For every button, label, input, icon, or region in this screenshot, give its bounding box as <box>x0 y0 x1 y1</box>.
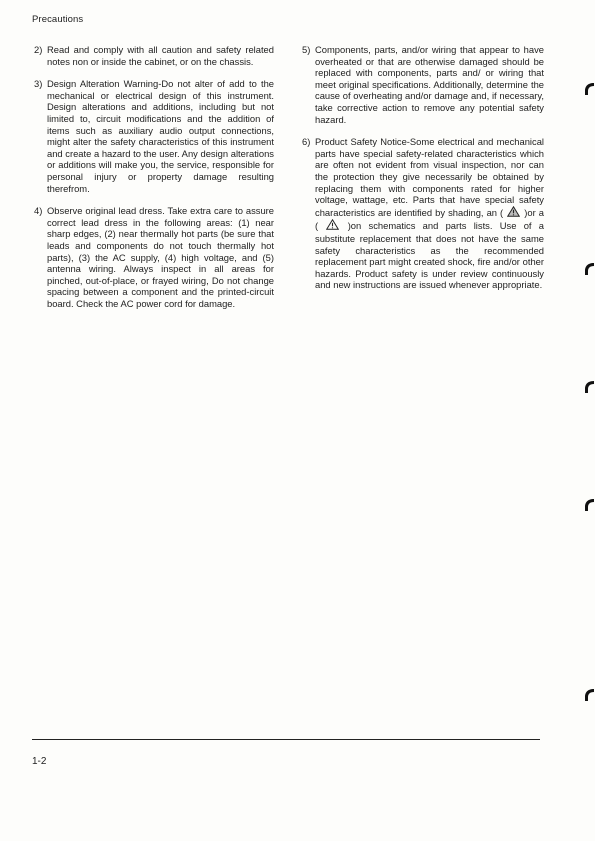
item-number: 3) <box>34 78 43 90</box>
left-column <box>34 44 274 320</box>
precaution-item-3 <box>34 78 274 194</box>
item-text-after: )on schematics and parts lists. Use of a substitute replacement that does not have the same safety characteristics as the recommended replacement part might created shock, fire and/or other hazards. Product safety is under review continuously and new instructions are issued whenever appropriate. <box>315 220 544 291</box>
precaution-item-4 <box>34 205 274 309</box>
item-number: 4) <box>34 205 43 217</box>
footer-rule <box>32 739 540 740</box>
page-number: 1-2 <box>32 756 47 767</box>
item-text-middle: )or a ( <box>315 206 545 232</box>
item-number: 6) <box>302 136 311 148</box>
item-number: 2) <box>34 44 43 55</box>
precaution-item-6 <box>302 136 544 291</box>
punch-hole-mark-1 <box>584 82 595 96</box>
page-header-title: Precautions <box>32 14 84 25</box>
item-text: Read and comply with all caution and safety related notes non or inside the cabinet, or on the chassis. <box>47 44 274 67</box>
warning-triangle-shaded-icon <box>507 206 520 220</box>
item-text: Components, parts, and/or wiring that appear to have overheated or that are otherwise damaged should be replaced with components, parts and/ or wiring that meet original specifications. Additionally, determine the cause of overheating and/or damage and, if necessary, take corrective action to remove any potential safety hazard. <box>315 44 544 125</box>
precaution-item-5 <box>302 44 544 125</box>
item-text: Design Alteration Warning-Do not alter of add to the mechanical or electrical design of this instrument. Design alterations and additions, including but not limited to, circuit modifications and the addition of items such as auxiliary audio output connections, might alter the safety characteristics of this instrument and create a hazard to the user. Any design alterations or additions will make you, the service, responsible for personal injury or property damage resulting therefrom. <box>47 78 274 194</box>
punch-hole-mark-3 <box>584 380 595 394</box>
item-text: Observe original lead dress. Take extra care to assure correct lead dress in the following areas: (1) near sharp edges, (2) near thermally hot parts (be sure that leads and components do not touch thermally hot parts), (3) the AC supply, (4) high voltage, and (5) antenna wiring. Always inspect in all areas for pinched, out-of-place, or frayed wiring, Do not change spacing between a component and the printed-circuit board. Check the AC power cord for damage. <box>47 205 274 309</box>
punch-hole-mark-2 <box>584 262 595 276</box>
item-text <box>315 136 544 291</box>
precaution-item-2 <box>34 44 274 67</box>
right-column <box>302 44 544 302</box>
punch-hole-mark-4 <box>584 498 595 512</box>
warning-triangle-icon <box>326 219 339 233</box>
item-text-before: Product Safety Notice-Some electrical and mechanical parts have special safety-related characteristics which are often not evident from visual inspection, nor can the protection they give necessarily be obtained by replacing them with components rated for higher voltage, wattage, etc. Parts that have special safety characteristics are identified by shading, an ( <box>315 136 544 218</box>
punch-hole-mark-5 <box>584 688 595 702</box>
item-number: 5) <box>302 44 311 55</box>
